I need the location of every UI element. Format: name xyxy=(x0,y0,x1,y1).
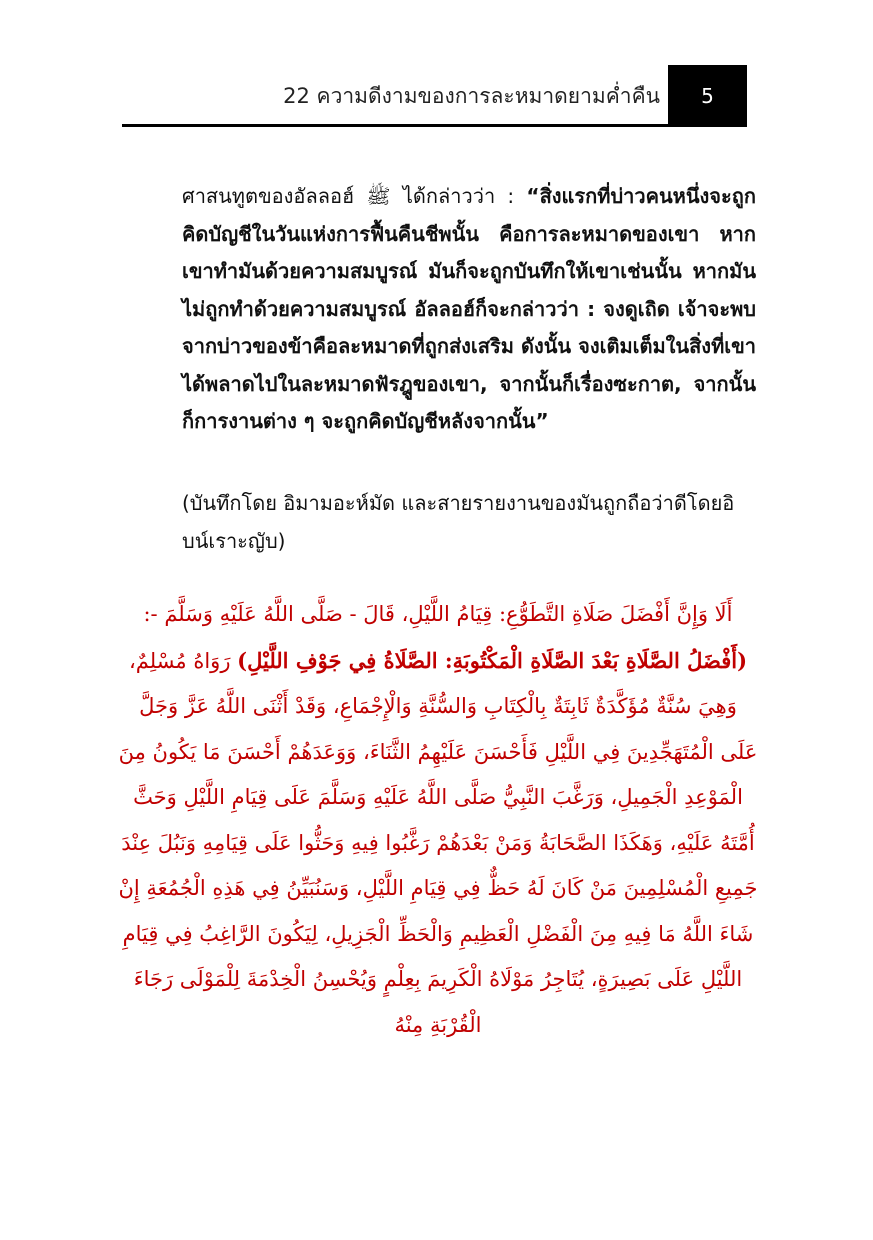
translation-paragraph xyxy=(120,178,756,441)
header-rule xyxy=(122,124,668,127)
arabic-body: رَوَاهُ مُسْلِمٌ، وَهِيَ سُنَّةٌ مُؤَكَّدَةٌ ثَابِتَةٌ بِالْكِتَابِ وَالسُّنَّةِ وَالْإِجْمَاعِ، وَقَدْ أَثْنَى اللَّهُ عَزَّ وَجَلَّ عَلَى الْمُتَهَجِّدِينَ فِي اللَّيْلِ فَأَحْسَنَ عَلَيْهِمُ الثَّنَاءَ، وَوَعَدَهُمْ أَحْسَنَ مَا يَكُونُ مِنَ الْمَوْعِدِ الْجَمِيلِ، وَرَغَّبَ النَّبِيُّ صَلَّى اللَّهُ عَلَيْهِ وَسَلَّمَ عَلَى قِيَامِ اللَّيْلِ وَحَثَّ أُمَّتَهُ عَلَيْهِ، وَهَكَذَا الصَّحَابَةُ وَمَنْ بَعْدَهُمْ رَغَّبُوا فِيهِ وَحَثُّوا عَلَى قِيَامِهِ وَنَبُلَ عِنْدَ جَمِيعِ الْمُسْلِمِينَ مَنْ كَانَ لَهُ حَظٌّ فِي قِيَامِ اللَّيْلِ، وَسَنُبَيِّنُ فِي هَذِهِ الْجُمُعَةِ إِنْ شَاءَ اللَّهُ مَا فِيهِ مِنَ الْفَضْلِ الْعَظِيمِ وَالْحَظِّ الْجَزِيلِ، لِيَكُونَ الرَّاغِبُ فِي قِيَامِ اللَّيْلِ عَلَى بَصِيرَةٍ، يُتَاجِرُ مَوْلَاهُ الْكَرِيمَ بِعِلْمٍ وَيُحْسِنُ الْخِدْمَةَ لِلْمَوْلَى رَجَاءَ الْقُرْبَةِ مِنْهُ xyxy=(118,648,758,1037)
source-reference xyxy=(120,484,756,560)
translation-quote: “สิ่งแรกที่บ่าวคนหนึ่งจะถูกคิดบัญชีในวันแห่งการฟื้นคืนชีพนั้น คือการละหมาดของเขา หากเขาทำมันด้วยความสมบูรณ์ มันก็จะถูกบันทึกให้เขาเช่นนั้น หากมันไม่ถูกทำด้วยความสมบูรณ์ อัลลอฮ์ก็จะกล่าวว่า : จงดูเถิด เจ้าจะพบจากบ่าวของข้าคือละหมาดที่ถูกส่งเสริม ดังนั้น จงเติมเต็มในสิ่งที่เขาได้พลาดไปในละหมาดฟัรฎูของเขา, จากนั้นก็เรื่องซะกาต, จากนั้นก็การงานต่าง ๆ จะถูกคิดบัญชีหลังจากนั้น” xyxy=(182,184,756,433)
running-header-title: 22 ความดีงามของการละหมาดยามค่ำคืน xyxy=(283,84,660,108)
page-number-box xyxy=(668,65,747,127)
reference-text: (บันทึกโดย อิมามอะห์มัด และสายรายงานของมันถูกถือว่าดีโดยอิบน์เราะญับ) xyxy=(182,491,735,553)
arabic-text xyxy=(118,592,758,1048)
arabic-intro: أَلَا وَإِنَّ أَفْضَلَ صَلَاةِ التَّطَوُّعِ: قِيَامُ اللَّيْلِ، قَالَ - صَلَّى اللَّهُ عَلَيْهِ وَسَلَّمَ -: xyxy=(143,602,733,626)
arabic-hadith: (أَفْضَلُ الصَّلَاةِ بَعْدَ الصَّلَاةِ الْمَكْتُوبَةِ: الصَّلَاةُ فِي جَوْفِ اللَّيْلِ) xyxy=(237,647,748,673)
translation-intro: ศาสนทูตของอัลลอฮ์ ﷺ ได้กล่าวว่า : xyxy=(182,184,527,208)
page-number: 5 xyxy=(701,84,714,108)
hadith-translation xyxy=(120,178,756,441)
